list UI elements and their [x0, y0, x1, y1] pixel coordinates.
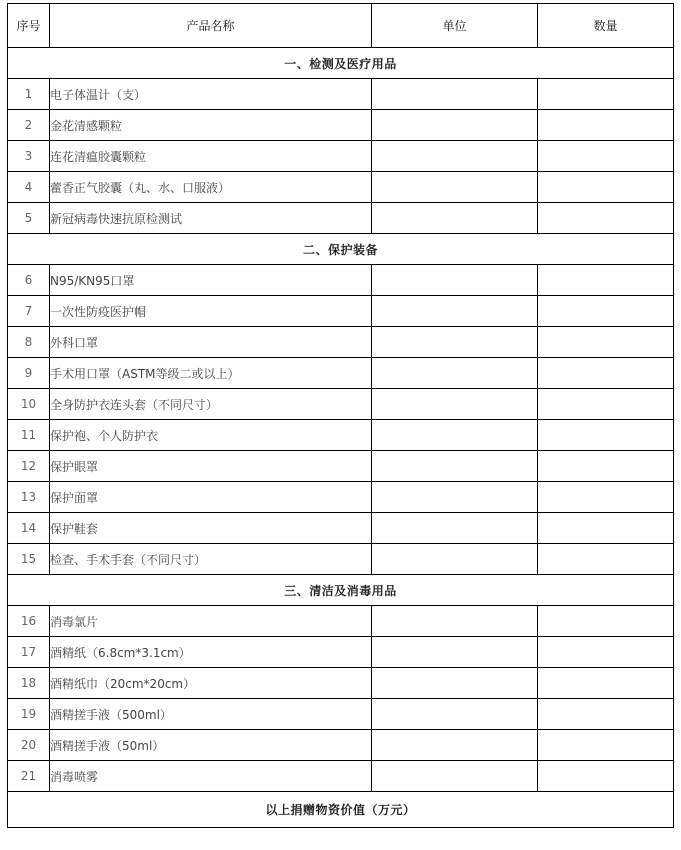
item-unit-cell	[372, 203, 538, 234]
item-product-name: 藿香正气胶囊（丸、水、口服液）	[50, 172, 372, 203]
item-unit-cell	[372, 296, 538, 327]
item-number: 17	[8, 637, 50, 668]
section-title: 二、保护装备	[8, 234, 674, 265]
item-product-name: 酒精纸巾（20cm*20cm）	[50, 668, 372, 699]
item-unit-cell	[372, 544, 538, 575]
item-unit-cell	[372, 389, 538, 420]
item-product-name: 保护眼罩	[50, 451, 372, 482]
table-row	[8, 451, 674, 482]
table-row	[8, 358, 674, 389]
item-quantity-cell	[538, 482, 674, 513]
table-row	[8, 544, 674, 575]
table-row	[8, 513, 674, 544]
item-quantity-cell	[538, 265, 674, 296]
item-number: 14	[8, 513, 50, 544]
item-number: 15	[8, 544, 50, 575]
table-row	[8, 389, 674, 420]
item-quantity-cell	[538, 451, 674, 482]
item-unit-cell	[372, 358, 538, 389]
item-number: 13	[8, 482, 50, 513]
item-quantity-cell	[538, 327, 674, 358]
item-product-name: 手术用口罩（ASTM等级二或以上）	[50, 358, 372, 389]
section-row	[8, 48, 674, 79]
item-number: 21	[8, 761, 50, 792]
item-product-name: 消毒喷雾	[50, 761, 372, 792]
item-unit-cell	[372, 637, 538, 668]
header-row	[8, 4, 674, 48]
item-product-name: 连花清瘟胶囊颗粒	[50, 141, 372, 172]
table-row	[8, 203, 674, 234]
table-row	[8, 420, 674, 451]
item-product-name: 消毒氯片	[50, 606, 372, 637]
table-row	[8, 637, 674, 668]
item-quantity-cell	[538, 699, 674, 730]
item-quantity-cell	[538, 389, 674, 420]
item-quantity-cell	[538, 544, 674, 575]
table-row	[8, 761, 674, 792]
table-row	[8, 110, 674, 141]
item-number: 2	[8, 110, 50, 141]
item-unit-cell	[372, 79, 538, 110]
item-unit-cell	[372, 451, 538, 482]
table-row	[8, 606, 674, 637]
table-row	[8, 265, 674, 296]
section-title: 一、检测及医疗用品	[8, 48, 674, 79]
item-unit-cell	[372, 141, 538, 172]
item-quantity-cell	[538, 761, 674, 792]
item-quantity-cell	[538, 110, 674, 141]
donation-items-table	[7, 3, 674, 828]
item-product-name: 酒精搓手液（500ml）	[50, 699, 372, 730]
item-product-name: 新冠病毒快速抗原检测试	[50, 203, 372, 234]
item-unit-cell	[372, 482, 538, 513]
item-quantity-cell	[538, 296, 674, 327]
section-title: 三、清洁及消毒用品	[8, 575, 674, 606]
section-row	[8, 234, 674, 265]
item-quantity-cell	[538, 172, 674, 203]
item-number: 7	[8, 296, 50, 327]
item-unit-cell	[372, 730, 538, 761]
table-row	[8, 172, 674, 203]
header-unit: 单位	[372, 4, 538, 48]
item-number: 20	[8, 730, 50, 761]
item-product-name: 外科口罩	[50, 327, 372, 358]
item-unit-cell	[372, 606, 538, 637]
table-row	[8, 327, 674, 358]
table-row	[8, 730, 674, 761]
item-unit-cell	[372, 265, 538, 296]
item-number: 6	[8, 265, 50, 296]
table-row	[8, 668, 674, 699]
item-product-name: 金花清感颗粒	[50, 110, 372, 141]
item-product-name: 检查、手术手套（不同尺寸）	[50, 544, 372, 575]
item-product-name: 保护鞋套	[50, 513, 372, 544]
item-number: 12	[8, 451, 50, 482]
item-number: 4	[8, 172, 50, 203]
item-product-name: 一次性防疫医护帽	[50, 296, 372, 327]
item-number: 16	[8, 606, 50, 637]
header-product-name: 产品名称	[50, 4, 372, 48]
item-product-name: 电子体温计（支）	[50, 79, 372, 110]
section-row	[8, 575, 674, 606]
table-body	[8, 4, 674, 828]
item-unit-cell	[372, 420, 538, 451]
item-product-name: 保护面罩	[50, 482, 372, 513]
table-row	[8, 482, 674, 513]
item-product-name: N95/KN95口罩	[50, 265, 372, 296]
item-number: 1	[8, 79, 50, 110]
item-quantity-cell	[538, 637, 674, 668]
item-quantity-cell	[538, 513, 674, 544]
item-unit-cell	[372, 761, 538, 792]
item-product-name: 全身防护衣连头套（不同尺寸）	[50, 389, 372, 420]
table-row	[8, 79, 674, 110]
item-quantity-cell	[538, 141, 674, 172]
item-product-name: 酒精纸（6.8cm*3.1cm）	[50, 637, 372, 668]
item-product-name: 保护袍、个人防护衣	[50, 420, 372, 451]
table-row	[8, 141, 674, 172]
item-unit-cell	[372, 327, 538, 358]
header-no: 序号	[8, 4, 50, 48]
item-product-name: 酒精搓手液（50ml）	[50, 730, 372, 761]
item-number: 19	[8, 699, 50, 730]
item-quantity-cell	[538, 730, 674, 761]
item-quantity-cell	[538, 420, 674, 451]
item-unit-cell	[372, 172, 538, 203]
item-unit-cell	[372, 668, 538, 699]
item-number: 3	[8, 141, 50, 172]
item-unit-cell	[372, 699, 538, 730]
item-quantity-cell	[538, 606, 674, 637]
item-quantity-cell	[538, 203, 674, 234]
table-row	[8, 296, 674, 327]
item-quantity-cell	[538, 358, 674, 389]
item-number: 8	[8, 327, 50, 358]
header-quantity: 数量	[538, 4, 674, 48]
item-number: 9	[8, 358, 50, 389]
item-number: 5	[8, 203, 50, 234]
table-row	[8, 699, 674, 730]
item-number: 18	[8, 668, 50, 699]
item-quantity-cell	[538, 79, 674, 110]
item-unit-cell	[372, 513, 538, 544]
total-value-label: 以上捐赠物资价值（万元）	[8, 792, 674, 828]
item-number: 10	[8, 389, 50, 420]
total-value-row	[8, 792, 674, 828]
item-quantity-cell	[538, 668, 674, 699]
item-unit-cell	[372, 110, 538, 141]
item-number: 11	[8, 420, 50, 451]
